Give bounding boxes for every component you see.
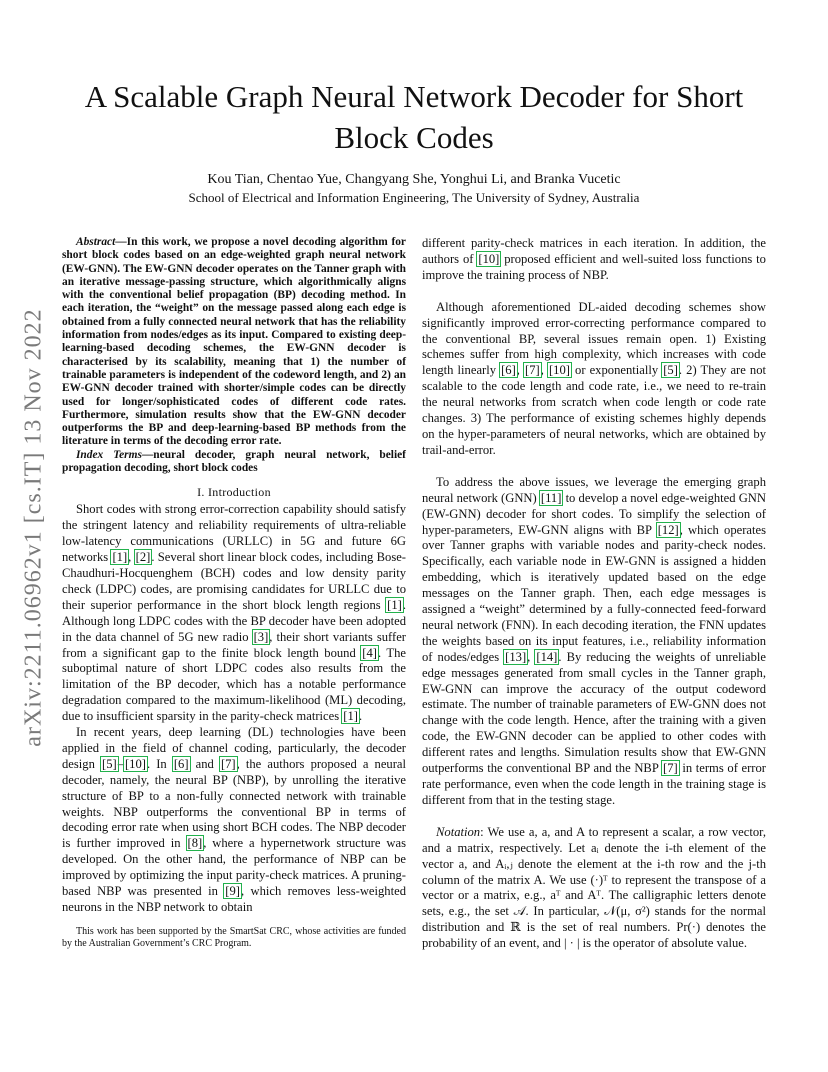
text-run: Short codes with strong error-correction capability should satisfy the stringent latency and reliability requirements of ultra-reliable low-latency communications (URLLC) in 5G and future 6G networks — [62, 502, 406, 565]
text-run: , the authors proposed a neural decoder, namely, the neural BP (NBP), by unrolling the iterative structure of BP to a non-fully connected network with trainable weights. NBP outperforms the conventional BP in terms of decoding error rate when using short BCH codes. The NBP decoder is further improved in — [62, 756, 407, 851]
text-run: , which operates over Tanner graphs with variable nodes and parity-check nodes. Specifically, each variable node in EW-GNN is assigned a hidden embedding, which is iteratively updated based on the edge messages on the Tanner graph. Then, each edge messages is assigned a “weight” determined by a fully-connected feed-forward neural network (FNN). In each decoding iteration, the FNN updates the weights based on its input features, i.e., reliability information of nodes/edges — [422, 522, 766, 664]
citation-link[interactable]: [6] — [173, 756, 189, 771]
citation-link[interactable]: [8] — [187, 836, 203, 851]
arxiv-identifier[interactable]: arXiv:2211.06962v1 [cs.IT] 13 Nov 2022 — [20, 307, 47, 747]
affiliation: School of Electrical and Information Engineering, The University of Sydney, Australia — [188, 190, 640, 205]
intro-paragraph-5 — [422, 475, 766, 809]
intro-paragraph-1 — [62, 502, 406, 725]
citation-link[interactable]: [2] — [135, 550, 151, 565]
citation-link[interactable]: [6] — [501, 363, 516, 378]
abstract-label: Abstract — [76, 236, 116, 248]
citation-link[interactable]: [1] — [343, 709, 358, 724]
index-terms-label: Index Terms — [76, 448, 142, 461]
citation-link[interactable]: [10] — [124, 756, 146, 771]
citation-link[interactable]: [1] — [387, 597, 402, 612]
citation-link[interactable]: [13] — [505, 649, 527, 664]
text-run: . — [358, 709, 363, 724]
text-run: , — [516, 363, 525, 378]
text-run: . The suboptimal nature of short LDPC codes also results from the limitation of the BP decoder, which has a notable performance degradation compared to the maximum-likelihood (ML) decoding, due to insufficient sparsity in the parity-check matrices — [62, 645, 406, 724]
citation-link[interactable]: [5] — [663, 363, 678, 378]
text-run: . In — [146, 756, 173, 771]
citation-link[interactable]: [3] — [253, 629, 269, 644]
text-run: . By reducing the weights of unreliable edge messages generated from small cycles in the Tanner graph, EW-GNN can improve the accuracy of the output codeword estimate. The number of trainable parameters of EW-GNN does not change with the code length. Hence, after the training with a given code, the EW-GNN decoder can be applied to other codes with different rates and lengths. Simulation results show that EW-GNN outperforms the conventional BP and the NBP — [422, 649, 767, 776]
text-run: to develop a novel edge-weighted GNN (EW-GNN) decoder for short codes. To simplify the selection of hyper-parameters, EW-GNN aligns with BP — [422, 490, 766, 537]
text-run: . Although long LDPC codes with the BP decoder have been adopted in the data channel of 5G new radio — [62, 597, 406, 644]
citation-link[interactable]: [10] — [478, 251, 500, 266]
index-terms-text: —neural decoder, graph neural network, belief propagation decoding, short block codes — [62, 448, 406, 475]
text-run: In recent years, deep learning (DL) technologies have been applied in the field of channel coding, particularly, the decoder design — [62, 725, 406, 771]
citation-link[interactable]: [12] — [657, 522, 679, 537]
text-run: or exponentially — [570, 363, 663, 378]
text-run: , — [128, 550, 135, 565]
text-run: , which removes less-weighted neurons in the NBP network to obtain — [62, 884, 406, 914]
funding-footnote: This work has been supported by the SmartSat CRC, whose activities are funded by the Australian Government’s CRC Program. — [62, 925, 406, 950]
text-run: . 2) They are not scalable to the code length and code rate, i.e., we need to re-train the neural networks from scratch when code length or code rate changes. 3) The performance of existing schemes highly depends on the hyper-parameters of neural networks, which are obtained by trail-and-error. — [422, 363, 767, 457]
arxiv-identifier-sidebar — [14, 292, 54, 762]
author-list: Kou Tian, Chentao Yue, Changyang She, Yonghui Li, and Branka Vucetic — [207, 172, 621, 187]
intro-paragraph-4 — [422, 300, 766, 459]
right-column — [422, 236, 766, 952]
citation-link[interactable]: [11] — [540, 490, 562, 505]
citation-link[interactable]: [7] — [663, 761, 678, 776]
text-run: – — [117, 756, 124, 771]
text-run: , their short variants suffer from a significant gap to the finite block length bound — [62, 629, 406, 660]
citation-link[interactable]: [7] — [525, 363, 540, 378]
text-run: different parity-check matrices in each iteration. In addition, the authors of — [422, 236, 766, 266]
intro-paragraph-3 — [422, 236, 766, 284]
text-run: , — [527, 649, 536, 664]
citation-link[interactable]: [4] — [362, 645, 377, 660]
text-run: Although aforementioned DL-aided decoding schemes show significantly improved error-correcting performance compared to the conventional BP, several issues remain open. 1) Existing schemes suffer from high complexity, which increases with code length linearly — [422, 299, 766, 378]
citation-link[interactable]: [10] — [548, 363, 570, 378]
citation-link[interactable]: [1] — [112, 550, 128, 565]
citation-link[interactable]: [7] — [220, 756, 236, 771]
citation-link[interactable]: [14] — [536, 649, 558, 664]
abstract — [62, 236, 406, 449]
section-heading: I. Introduction — [197, 485, 271, 500]
paper-title: A Scalable Graph Neural Network Decoder for Short Block Codes — [84, 79, 744, 155]
notation-label: Notation — [436, 824, 481, 839]
abstract-text: —In this work, we propose a novel decoding algorithm for short block codes based on an edge-weighted graph neural network (EW-GNN). The EW-GNN decoder operates on the Tanner graph with an iterative message-passing structure, which algorithmically aligns with the conventional belief propagation (BP) decoding method. In each iteration, the “weight” on the message passed along each edge is obtained from a fully connected neural network that has the reliability information from nodes/edges as its input. Compared to existing deep-learning-based decoding schemes, the EW-GNN decoder is characterised by its scalability, meaning that 1) the number of trainable parameters is independent of the codeword length, and 2) an EW-GNN decoder trained with shorter/simple codes can be directly used for longer/sophisticated codes of different code rates. Furthermore, simulation results show that the EW-GNN decoder outperforms the BP and deep-learning-based BP methods from the literature in terms of the decoding error rate. — [62, 236, 406, 448]
text-run: : We use a, a, and A to represent a scalar, a row vector, and a matrix, respectively. Let aᵢ denote the i-th element of the vector a, and Aᵢ,ⱼ denote the element at the i-th row and the j-th column of the matrix A. We use (·)ᵀ to represent the transpose of a vector or a matrix, e.g., aᵀ and Aᵀ. The calligraphic letters denote sets, e.g., the set 𝒜. In particular, 𝒩(μ, σ²) stands for the normal distribution and ℝ is the set of real numbers. Pr(·) denotes the probability of an event, and | · | is the operator of absolute value. — [422, 824, 766, 951]
intro-paragraph-2 — [62, 725, 406, 916]
notation-paragraph — [422, 825, 766, 952]
text-run: in terms of error rate performance, even when the code length in the training stage is different from that in the testing stage. — [422, 761, 766, 807]
left-column — [62, 236, 406, 951]
index-terms — [62, 449, 406, 476]
text-run: , — [540, 363, 548, 378]
text-run: and — [189, 756, 220, 771]
text-run: , where a hypernetwork structure was developed. On the other hand, the performance of NBP can be improved by optimizing the input parity-check matrices. A pruning-based NBP was presented in — [62, 836, 406, 899]
text-run: To address the above issues, we leverage the emerging graph neural network (GNN) — [422, 474, 766, 505]
text-run: proposed efficient and well-suited loss functions to improve the training process of NBP. — [422, 251, 766, 282]
text-run: . Several short linear block codes, including Bose-Chaudhuri-Hocquenghem (BCH) codes and low density parity check (LDPC) codes, are promising candidates for URLLC due to their superior performance in the short block length regions — [62, 550, 407, 612]
citation-link[interactable]: [5] — [102, 756, 117, 771]
citation-link[interactable]: [9] — [225, 884, 240, 899]
